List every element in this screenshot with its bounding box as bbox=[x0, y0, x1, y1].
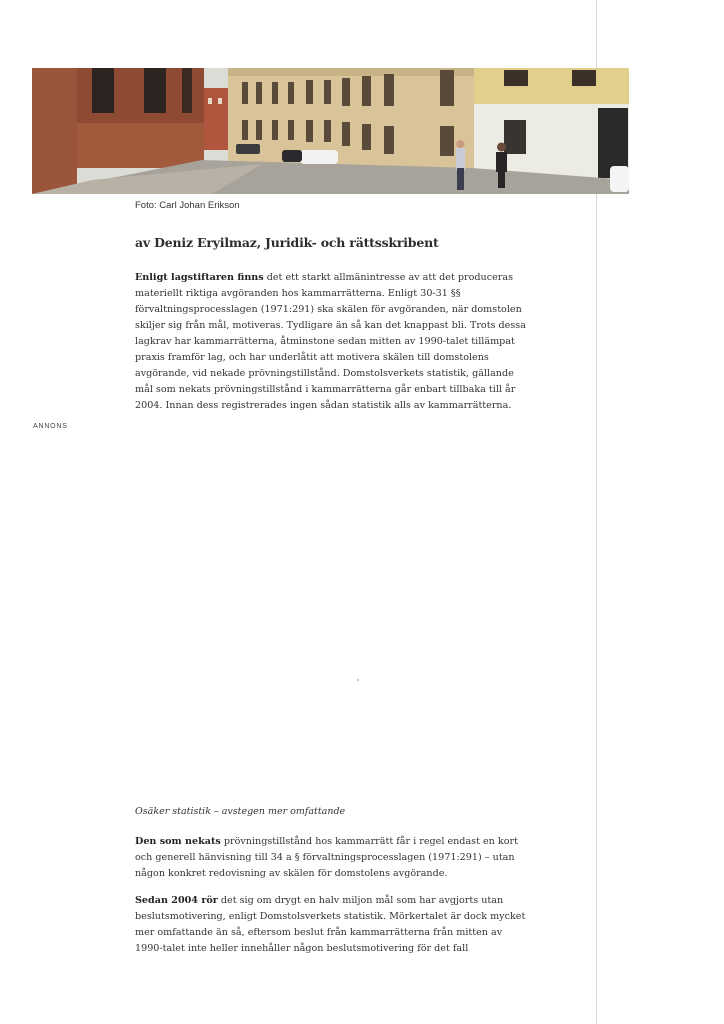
author-byline: av Deniz Eryilmaz, Juridik- och rättsskribent bbox=[135, 235, 439, 250]
photo-caption: Foto: Carl Johan Erikson bbox=[135, 200, 240, 211]
street-photo-icon bbox=[32, 68, 629, 194]
separator-dot bbox=[357, 679, 359, 681]
ad-label: ANNONS bbox=[33, 423, 68, 430]
paragraph-text: det ett starkt allmänintresse av att det produceras materiellt riktiga avgöranden hos kammarrätterna. Enligt 30-31 §§ förvaltningsprocesslagen (1971:291) ska skälen för avgöranden, när domstolen skiljer sig från mål, motiveras. Tydligare än så kan det knappast bli. Trots dessa lagkrav har kammarrätterna, åtminstone sedan mitten av 1990-talet tillämpat praxis framför lag, och har underlåtit att motivera skälen till domstolens avgörande, vid nekade prövningstillstånd. Domstolsverkets statistik, gällande mål som nekats prövningstillstånd i kammarrätterna går enbart tillbaka till år 2004. Innan dess registrerades ingen sådan statistik alls av kammarrätterna. bbox=[135, 272, 526, 411]
paragraph-lead: Den som nekats bbox=[135, 836, 221, 847]
article-paragraph bbox=[135, 834, 530, 882]
paragraph-text: prövningstillstånd hos kammarrätt får i regel endast en kort och generell hänvisning till 34 a § förvaltningsprocesslagen (1971:291) – utan någon konkret redovisning av skälen för domstolens avgörande. bbox=[135, 836, 518, 879]
paragraph-text: det sig om drygt en halv miljon mål som har avgjorts utan beslutsmotivering, enligt Domstolsverkets statistik. Mörkertalet är dock mycket mer omfattande än så, eftersom beslut från kammarrätterna från mitten av 1990-talet inte heller innehåller någon beslutsmotivering för det fall bbox=[135, 895, 526, 954]
section-subheading: Osäker statistik – avstegen mer omfattande bbox=[135, 806, 346, 817]
article-paragraph bbox=[135, 893, 530, 957]
paragraph-lead: Enligt lagstiftaren finns bbox=[135, 272, 264, 283]
street-photo bbox=[32, 68, 629, 194]
article-paragraph bbox=[135, 270, 530, 414]
paragraph-lead: Sedan 2004 rör bbox=[135, 895, 218, 906]
